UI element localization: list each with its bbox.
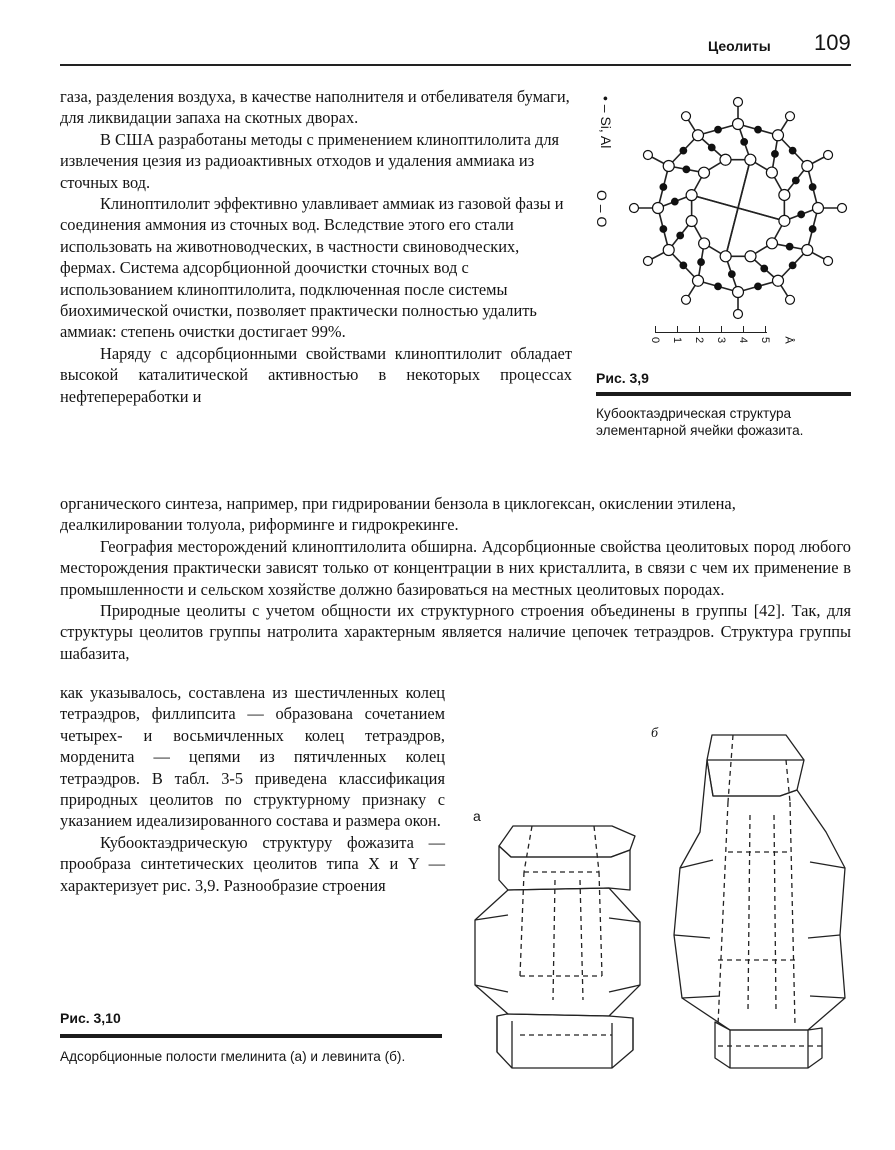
bond: [726, 160, 751, 257]
figure-3-10-cages: [470, 728, 855, 1073]
silicon-atom: [798, 211, 805, 218]
silicon-atom: [741, 139, 748, 146]
oxygen-atom: [824, 257, 833, 266]
oxygen-atom: [734, 310, 743, 319]
paragraph-7: Кубооктаэдрическую структуру фожазита — прообраза синтетических цеолитов типа X и Y — характеризует рис. 3,9. Разнообразие строения: [60, 832, 445, 895]
silicon-atom: [755, 126, 762, 133]
oxygen-atom: [682, 112, 691, 121]
oxygen-atom: [720, 154, 731, 165]
oxygen-atom: [838, 204, 847, 213]
silicon-atom: [715, 283, 722, 290]
silicon-atom: [809, 226, 816, 233]
silicon-atom: [761, 265, 768, 272]
silicon-atom: [698, 259, 705, 266]
oxygen-atom: [786, 112, 795, 121]
scale-tick-label: 4: [737, 336, 750, 344]
oxygen-atom: [767, 238, 778, 249]
figure-3-10-label-a: а: [473, 808, 481, 824]
header-rule: [60, 64, 851, 66]
scale-tick: [655, 326, 656, 332]
figure-3-9-label: Рис. 3,9: [596, 370, 649, 386]
oxygen-atom: [733, 287, 744, 298]
figure-3-10-rule: [60, 1034, 442, 1038]
silicon-atom: [793, 177, 800, 184]
scale-unit: Å: [782, 336, 795, 344]
silicon-atom: [715, 126, 722, 133]
figure-3-10-label: Рис. 3,10: [60, 1010, 121, 1026]
oxygen-atom: [693, 275, 704, 286]
scale-tick-label: 3: [715, 336, 728, 344]
figure-3-9-rule: [596, 392, 851, 396]
scale-tick: [721, 326, 722, 332]
silicon-atom: [772, 151, 779, 158]
oxygen-atom: [699, 238, 710, 249]
paragraph-5: География месторождений клиноптилолита обширна. Адсорбционные свойства цеолитовых пород любого месторождения практически зависят только от концентрации в них кристаллита, в связи с чем их применение в промышленности и сельском хозяйстве должно базироваться на местных цеолитовых породах.: [60, 536, 851, 599]
legend-o: O – O: [594, 190, 610, 228]
oxygen-atom: [779, 215, 790, 226]
scale-tick: [765, 326, 766, 332]
oxygen-atom: [802, 245, 813, 256]
silicon-atom: [708, 144, 715, 151]
figure-3-9-caption: Кубооктаэдрическая структура элементарной ячейки фожазита.: [596, 406, 804, 438]
scale-tick-label: 1: [671, 336, 684, 344]
legend-si-al: • – Si, Al: [598, 96, 614, 149]
oxygen-atom: [643, 151, 652, 160]
oxygen-atom: [766, 167, 777, 178]
text-column-top: [60, 86, 572, 407]
oxygen-atom: [663, 161, 674, 172]
oxygen-atom: [682, 295, 691, 304]
oxygen-atom: [734, 98, 743, 107]
silicon-atom: [660, 226, 667, 233]
silicon-atom: [680, 262, 687, 269]
silicon-atom: [672, 198, 679, 205]
oxygen-atom: [733, 119, 744, 130]
scale-bar: [649, 326, 795, 346]
oxygen-atom: [745, 251, 756, 262]
paragraph-3: Клиноптилолит эффективно улавливает аммиак из газовой фазы и соединения аммония из сточных вод. Вследствие этого его стали использовать на животноводческих, в частности свиноводческих, фермах. Система адсорбционной доочистки сточных вод с использованием клиноптилолита, подключенная после системы биохимической очистки, позволяет практически полностью удалить аммиак: степень очистки достигает 99%.: [60, 194, 564, 342]
oxygen-atom: [663, 245, 674, 256]
oxygen-atom: [630, 204, 639, 213]
silicon-atom: [789, 147, 796, 154]
silicon-atom: [809, 184, 816, 191]
oxygen-atom: [720, 251, 731, 262]
scale-bar-line: [655, 332, 767, 333]
paragraph-4-end: органического синтеза, например, при гидрировании бензола в циклогексан, окислении этилена, деалкилировании толуола, риформинге и гидрокрекинге.: [60, 494, 736, 535]
scale-tick-label: 5: [759, 336, 772, 344]
paragraph-6-end: как указывалось, составлена из шестичленных колец тетраэдров, филлипсита — образована сочетанием четырех- и восьмичленных колец тетраэдров, морденита — цепями из пятичленных колец тетраэдров. В табл. 3-5 приведена классификация природных цеолитов по структурному признаку с указанием идеализированного состава и размера окон.: [60, 683, 445, 831]
silicon-atom: [683, 166, 690, 173]
silicon-atom: [786, 243, 793, 250]
oxygen-atom: [786, 295, 795, 304]
oxygen-atom: [824, 151, 833, 160]
figure-3-10-label-b: б: [651, 726, 659, 741]
oxygen-atom: [643, 257, 652, 266]
oxygen-atom: [773, 130, 784, 141]
paragraph-2: В США разработаны методы с применением клиноптилолита для извлечения цезия из радиоактивных отходов и удаления аммиака из сточных вод.: [60, 129, 560, 192]
oxygen-atom: [686, 216, 697, 227]
oxygen-atom: [653, 203, 664, 214]
oxygen-atom: [802, 161, 813, 172]
oxygen-atom: [779, 189, 790, 200]
figure-3-9-legend: [596, 88, 618, 258]
page-number: 109: [814, 30, 851, 55]
oxygen-atom: [693, 130, 704, 141]
silicon-atom: [755, 283, 762, 290]
oxygen-atom: [698, 167, 709, 178]
silicon-atom: [660, 184, 667, 191]
figure-3-9-structure: [620, 90, 850, 350]
scale-tick: [677, 326, 678, 332]
scale-tick: [743, 326, 744, 332]
figure-3-10-caption: Адсорбционные полости гмелинита (а) и левинита (б).: [60, 1049, 406, 1064]
oxygen-atom: [745, 154, 756, 165]
oxygen-atom: [686, 190, 697, 201]
scale-tick-label: 2: [693, 336, 706, 344]
silicon-atom: [677, 232, 684, 239]
scale-tick: [699, 326, 700, 332]
paragraph-6-start: Природные цеолиты с учетом общности их структурного строения объединены в группы [42]. Так, для структуры цеолитов группы натролита характерным является наличие цепочек тетраэдров. Структура группы шабазита,: [60, 601, 851, 663]
oxygen-atom: [813, 203, 824, 214]
oxygen-atom: [773, 275, 784, 286]
running-header-section: Цеолиты: [708, 38, 771, 54]
paragraph-4-start: Наряду с адсорбционными свойствами клиноптилолит обладает высокой каталитической активностью в некоторых процессах нефтепереработки и: [60, 343, 572, 406]
silicon-atom: [680, 147, 687, 154]
levynite-hidden-edges: [718, 735, 822, 1046]
silicon-atom: [729, 271, 736, 278]
paragraph-1: газа, разделения воздуха, в качестве наполнителя и отбеливателя бумаги, для ликвидации запаха на скотных дворах.: [60, 87, 570, 128]
scale-tick-label: 0: [649, 336, 662, 344]
gmelinite-cage: [475, 826, 640, 1068]
text-column-bottom: [60, 682, 445, 896]
silicon-atom: [789, 262, 796, 269]
levynite-cage: [674, 735, 845, 1068]
text-column-wide: [60, 493, 851, 664]
